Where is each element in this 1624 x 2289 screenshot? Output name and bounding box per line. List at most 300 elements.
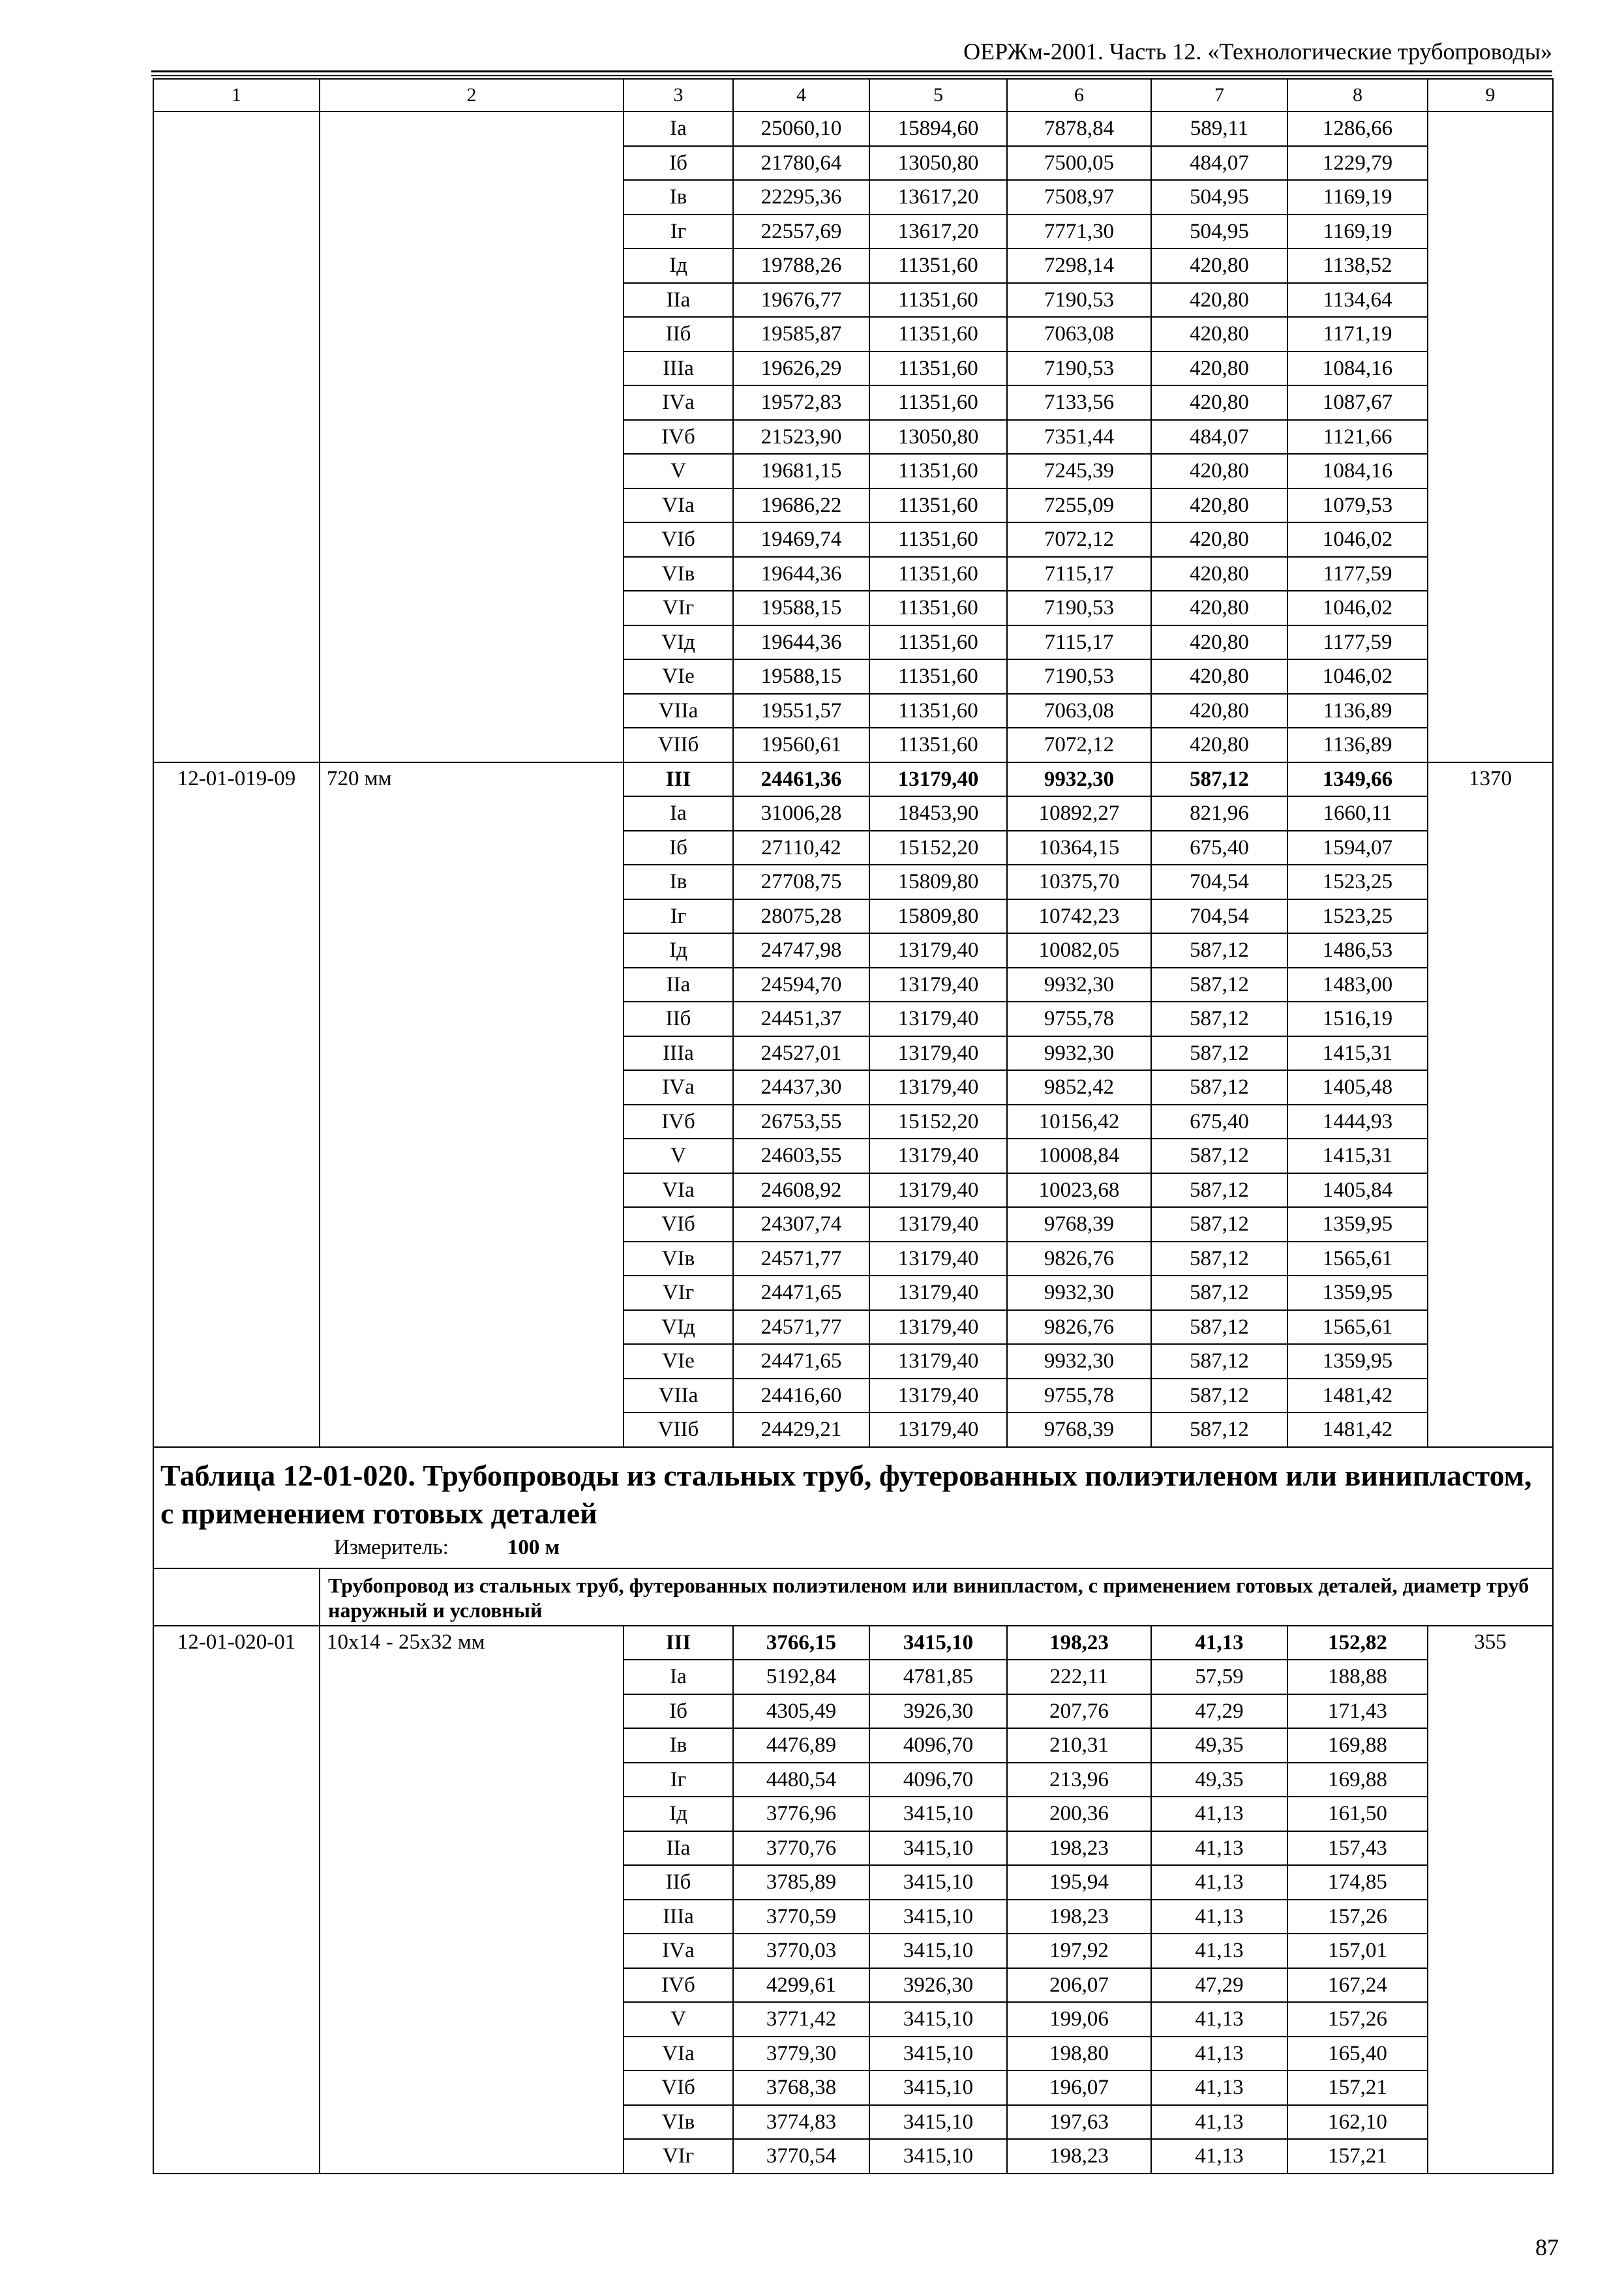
zone-cell: Iд <box>624 933 733 968</box>
value-cell: 1177,59 <box>1287 557 1428 591</box>
value-cell: 587,12 <box>1151 933 1287 968</box>
value-cell: 9755,78 <box>1007 1002 1151 1036</box>
column-number: 1 <box>153 79 320 112</box>
value-cell: 1594,07 <box>1287 831 1428 865</box>
value-cell: 7255,09 <box>1007 488 1151 523</box>
value-cell: 1660,11 <box>1287 796 1428 831</box>
value-cell: 198,80 <box>1007 2037 1151 2071</box>
value-cell: 420,80 <box>1151 694 1287 728</box>
value-cell: 1405,48 <box>1287 1070 1428 1105</box>
value-cell: 24471,65 <box>733 1344 869 1379</box>
zone-cell: Iа <box>624 1660 733 1694</box>
value-cell: 13179,40 <box>869 1310 1007 1345</box>
value-cell: 420,80 <box>1151 522 1287 557</box>
value-cell: 7115,17 <box>1007 557 1151 591</box>
value-cell: 9932,30 <box>1007 762 1151 797</box>
value-cell: 675,40 <box>1151 831 1287 865</box>
zone-cell: IIIа <box>624 1036 733 1071</box>
zone-cell: VIв <box>624 557 733 591</box>
value-cell: 1084,16 <box>1287 454 1428 488</box>
value-cell: 3770,59 <box>733 1900 869 1934</box>
column-number: 9 <box>1428 79 1553 112</box>
value-cell: 3415,10 <box>869 2002 1007 2037</box>
table-row <box>153 1626 1553 1660</box>
section-title-cell <box>153 1447 1553 1568</box>
value-cell: 11351,60 <box>869 522 1007 557</box>
value-cell: 15152,20 <box>869 1105 1007 1139</box>
value-cell: 22295,36 <box>733 180 869 215</box>
value-cell: 157,21 <box>1287 2139 1428 2174</box>
value-cell: 587,12 <box>1151 1379 1287 1413</box>
value-cell: 13179,40 <box>869 1139 1007 1173</box>
value-cell: 420,80 <box>1151 488 1287 523</box>
zone-cell: VIг <box>624 1276 733 1310</box>
value-cell: 11351,60 <box>869 625 1007 660</box>
value-cell: 19681,15 <box>733 454 869 488</box>
value-cell: 13179,40 <box>869 968 1007 1002</box>
value-cell: 24571,77 <box>733 1242 869 1276</box>
zone-cell: IIб <box>624 1865 733 1900</box>
value-cell: 41,13 <box>1151 1797 1287 1831</box>
value-cell: 587,12 <box>1151 968 1287 1002</box>
column-number: 8 <box>1287 79 1428 112</box>
zone-cell: VIIа <box>624 694 733 728</box>
value-cell: 7190,53 <box>1007 659 1151 694</box>
zone-cell: VIа <box>624 1173 733 1208</box>
zone-cell: IIб <box>624 1002 733 1036</box>
description-cell: Трубопровод из стальных труб, футерованных полиэтиленом или винипластом, с применением готовых деталей, диаметр труб наружный и условный <box>320 1568 1553 1626</box>
zone-cell: IIб <box>624 317 733 352</box>
value-cell: 587,12 <box>1151 1310 1287 1345</box>
meter-label: Измеритель: <box>334 1535 449 1559</box>
value-cell: 197,92 <box>1007 1934 1151 1968</box>
zone-cell: IVа <box>624 1934 733 1968</box>
value-cell: 10008,84 <box>1007 1139 1151 1173</box>
value-cell: 9826,76 <box>1007 1242 1151 1276</box>
value-cell: 13179,40 <box>869 1344 1007 1379</box>
value-cell: 587,12 <box>1151 1070 1287 1105</box>
value-cell: 3415,10 <box>869 1865 1007 1900</box>
value-cell: 1079,53 <box>1287 488 1428 523</box>
value-cell: 157,21 <box>1287 2071 1428 2105</box>
value-cell: 484,07 <box>1151 146 1287 181</box>
value-cell: 19626,29 <box>733 352 869 386</box>
value-cell: 41,13 <box>1151 2037 1287 2071</box>
value-cell: 5192,84 <box>733 1660 869 1694</box>
value-cell: 152,82 <box>1287 1626 1428 1660</box>
value-cell: 1565,61 <box>1287 1310 1428 1345</box>
value-cell: 199,06 <box>1007 2002 1151 2037</box>
value-cell: 1046,02 <box>1287 659 1428 694</box>
resource-name <box>320 112 624 762</box>
value-cell: 195,94 <box>1007 1865 1151 1900</box>
value-cell: 7063,08 <box>1007 694 1151 728</box>
zone-cell: IVа <box>624 385 733 420</box>
value-cell: 157,01 <box>1287 1934 1428 1968</box>
value-cell: 1486,53 <box>1287 933 1428 968</box>
value-cell: 162,10 <box>1287 2105 1428 2140</box>
value-cell: 3415,10 <box>869 2139 1007 2174</box>
value-cell: 1359,95 <box>1287 1207 1428 1242</box>
zone-cell: III <box>624 1626 733 1660</box>
value-cell: 11351,60 <box>869 728 1007 762</box>
value-cell: 7072,12 <box>1007 522 1151 557</box>
value-cell: 1169,19 <box>1287 215 1428 249</box>
value-cell: 24451,37 <box>733 1002 869 1036</box>
value-cell: 587,12 <box>1151 1344 1287 1379</box>
value-cell: 15809,80 <box>869 899 1007 934</box>
zone-cell: V <box>624 454 733 488</box>
value-cell: 27110,42 <box>733 831 869 865</box>
value-cell: 41,13 <box>1151 2105 1287 2140</box>
meter-unit: 100 м <box>507 1535 560 1559</box>
value-cell: 4480,54 <box>733 1763 869 1797</box>
value-cell: 420,80 <box>1151 385 1287 420</box>
table-row <box>153 762 1553 797</box>
resource-name: 10х14 - 25х32 мм <box>320 1626 624 2174</box>
zone-cell: Iа <box>624 112 733 146</box>
zone-cell: Iб <box>624 1694 733 1729</box>
value-cell: 11351,60 <box>869 385 1007 420</box>
value-cell: 7072,12 <box>1007 728 1151 762</box>
value-cell: 7500,05 <box>1007 146 1151 181</box>
value-cell: 24429,21 <box>733 1413 869 1447</box>
value-cell: 21523,90 <box>733 420 869 455</box>
value-cell: 821,96 <box>1151 796 1287 831</box>
value-cell: 9932,30 <box>1007 1036 1151 1071</box>
value-cell: 198,23 <box>1007 2139 1151 2174</box>
value-cell: 9755,78 <box>1007 1379 1151 1413</box>
value-cell: 3779,30 <box>733 2037 869 2071</box>
value-cell: 13179,40 <box>869 1242 1007 1276</box>
description-blank-cell <box>153 1568 320 1626</box>
value-cell: 1136,89 <box>1287 694 1428 728</box>
zone-cell: VIг <box>624 591 733 625</box>
value-cell: 19572,83 <box>733 385 869 420</box>
value-cell: 198,23 <box>1007 1831 1151 1866</box>
value-cell: 198,23 <box>1007 1626 1151 1660</box>
value-cell: 3415,10 <box>869 2071 1007 2105</box>
value-cell: 7298,14 <box>1007 248 1151 283</box>
value-cell: 1169,19 <box>1287 180 1428 215</box>
value-cell: 11351,60 <box>869 352 1007 386</box>
value-cell: 19551,57 <box>733 694 869 728</box>
header-rule-secondary <box>151 75 1552 76</box>
value-cell: 587,12 <box>1151 1413 1287 1447</box>
value-cell: 47,29 <box>1151 1694 1287 1729</box>
value-cell: 587,12 <box>1151 1207 1287 1242</box>
value-cell: 3770,03 <box>733 1934 869 1968</box>
value-cell: 13179,40 <box>869 1036 1007 1071</box>
value-cell: 1229,79 <box>1287 146 1428 181</box>
zone-cell: Iг <box>624 215 733 249</box>
value-cell: 28075,28 <box>733 899 869 934</box>
value-cell: 41,13 <box>1151 2071 1287 2105</box>
column-number: 4 <box>733 79 869 112</box>
description-row <box>153 1568 1553 1626</box>
value-cell: 11351,60 <box>869 248 1007 283</box>
value-cell: 7190,53 <box>1007 591 1151 625</box>
zone-cell: VIе <box>624 1344 733 1379</box>
value-cell: 3415,10 <box>869 1831 1007 1866</box>
value-cell: 587,12 <box>1151 1036 1287 1071</box>
value-cell: 24608,92 <box>733 1173 869 1208</box>
zone-cell: VIд <box>624 625 733 660</box>
value-cell: 4299,61 <box>733 1968 869 2003</box>
value-cell: 3776,96 <box>733 1797 869 1831</box>
value-cell: 13050,80 <box>869 420 1007 455</box>
value-cell: 41,13 <box>1151 1831 1287 1866</box>
value-cell: 1177,59 <box>1287 625 1428 660</box>
column-number: 2 <box>320 79 624 112</box>
zone-cell: Iд <box>624 248 733 283</box>
value-cell: 3785,89 <box>733 1865 869 1900</box>
value-cell: 3415,10 <box>869 2037 1007 2071</box>
value-cell: 19585,87 <box>733 317 869 352</box>
value-cell: 169,88 <box>1287 1728 1428 1763</box>
value-cell: 24571,77 <box>733 1310 869 1345</box>
value-cell: 420,80 <box>1151 591 1287 625</box>
column-number: 5 <box>869 79 1007 112</box>
meter-line <box>334 1533 1546 1563</box>
value-cell: 1171,19 <box>1287 317 1428 352</box>
zone-cell: Iд <box>624 1797 733 1831</box>
value-cell: 9932,30 <box>1007 968 1151 1002</box>
value-cell: 210,31 <box>1007 1728 1151 1763</box>
value-cell: 4781,85 <box>869 1660 1007 1694</box>
zone-cell: VIб <box>624 1207 733 1242</box>
value-cell: 1481,42 <box>1287 1379 1428 1413</box>
value-cell: 165,40 <box>1287 2037 1428 2071</box>
value-cell: 19469,74 <box>733 522 869 557</box>
value-cell: 420,80 <box>1151 625 1287 660</box>
zone-cell: IVб <box>624 420 733 455</box>
value-cell: 21780,64 <box>733 146 869 181</box>
value-cell: 19644,36 <box>733 557 869 591</box>
value-cell: 7245,39 <box>1007 454 1151 488</box>
value-cell: 7190,53 <box>1007 352 1151 386</box>
zone-cell: V <box>624 1139 733 1173</box>
value-cell: 1565,61 <box>1287 1242 1428 1276</box>
value-cell: 13179,40 <box>869 1413 1007 1447</box>
value-cell: 4096,70 <box>869 1728 1007 1763</box>
value-cell: 587,12 <box>1151 1139 1287 1173</box>
value-cell: 13179,40 <box>869 1070 1007 1105</box>
zone-cell: Iг <box>624 899 733 934</box>
value-cell: 11351,60 <box>869 454 1007 488</box>
value-cell: 19676,77 <box>733 283 869 318</box>
column-number-row <box>153 79 1553 112</box>
value-cell: 15894,60 <box>869 112 1007 146</box>
value-cell: 9932,30 <box>1007 1276 1151 1310</box>
column-number: 3 <box>624 79 733 112</box>
value-cell: 24461,36 <box>733 762 869 797</box>
column9-cell: 355 <box>1428 1626 1553 2174</box>
value-cell: 7115,17 <box>1007 625 1151 660</box>
value-cell: 1046,02 <box>1287 591 1428 625</box>
zone-cell: Iг <box>624 1763 733 1797</box>
value-cell: 9826,76 <box>1007 1310 1151 1345</box>
value-cell: 3926,30 <box>869 1694 1007 1729</box>
zone-cell: Iб <box>624 831 733 865</box>
value-cell: 24471,65 <box>733 1276 869 1310</box>
zone-cell: VIв <box>624 2105 733 2140</box>
value-cell: 4096,70 <box>869 1763 1007 1797</box>
value-cell: 196,07 <box>1007 2071 1151 2105</box>
value-cell: 171,43 <box>1287 1694 1428 1729</box>
value-cell: 11351,60 <box>869 694 1007 728</box>
zone-cell: VIб <box>624 2071 733 2105</box>
value-cell: 207,76 <box>1007 1694 1151 1729</box>
value-cell: 41,13 <box>1151 1900 1287 1934</box>
value-cell: 420,80 <box>1151 454 1287 488</box>
resource-code: 12-01-020-01 <box>153 1626 320 2174</box>
value-cell: 1359,95 <box>1287 1276 1428 1310</box>
value-cell: 198,23 <box>1007 1900 1151 1934</box>
value-cell: 49,35 <box>1151 1728 1287 1763</box>
value-cell: 587,12 <box>1151 762 1287 797</box>
resource-code <box>153 112 320 762</box>
value-cell: 7508,97 <box>1007 180 1151 215</box>
value-cell: 10082,05 <box>1007 933 1151 968</box>
value-cell: 420,80 <box>1151 728 1287 762</box>
value-cell: 587,12 <box>1151 1173 1287 1208</box>
value-cell: 3770,54 <box>733 2139 869 2174</box>
resource-name: 720 мм <box>320 762 624 1447</box>
value-cell: 161,50 <box>1287 1797 1428 1831</box>
value-cell: 169,88 <box>1287 1763 1428 1797</box>
zone-cell: III <box>624 762 733 797</box>
value-cell: 504,95 <box>1151 215 1287 249</box>
value-cell: 484,07 <box>1151 420 1287 455</box>
value-cell: 157,26 <box>1287 2002 1428 2037</box>
value-cell: 1405,84 <box>1287 1173 1428 1208</box>
value-cell: 41,13 <box>1151 1626 1287 1660</box>
value-cell: 213,96 <box>1007 1763 1151 1797</box>
value-cell: 19686,22 <box>733 488 869 523</box>
value-cell: 24747,98 <box>733 933 869 968</box>
value-cell: 25060,10 <box>733 112 869 146</box>
value-cell: 3415,10 <box>869 1900 1007 1934</box>
value-cell: 41,13 <box>1151 2139 1287 2174</box>
value-cell: 10892,27 <box>1007 796 1151 831</box>
zone-cell: V <box>624 2002 733 2037</box>
value-cell: 7771,30 <box>1007 215 1151 249</box>
value-cell: 587,12 <box>1151 1242 1287 1276</box>
zone-cell: VIг <box>624 2139 733 2174</box>
value-cell: 19644,36 <box>733 625 869 660</box>
value-cell: 167,24 <box>1287 1968 1428 2003</box>
value-cell: 1046,02 <box>1287 522 1428 557</box>
table-body <box>153 79 1553 2174</box>
value-cell: 13179,40 <box>869 933 1007 968</box>
value-cell: 11351,60 <box>869 591 1007 625</box>
section-title: Таблица 12-01-020. Трубопроводы из стальных труб, футерованных полиэтиленом или винипластом, с применением готовых деталей <box>160 1458 1532 1530</box>
zone-cell: IIIа <box>624 352 733 386</box>
value-cell: 26753,55 <box>733 1105 869 1139</box>
value-cell: 49,35 <box>1151 1763 1287 1797</box>
value-cell: 1359,95 <box>1287 1344 1428 1379</box>
zone-cell: VIа <box>624 488 733 523</box>
value-cell: 587,12 <box>1151 1002 1287 1036</box>
zone-cell: VIе <box>624 659 733 694</box>
zone-cell: VIIб <box>624 1413 733 1447</box>
value-cell: 3768,38 <box>733 2071 869 2105</box>
value-cell: 11351,60 <box>869 283 1007 318</box>
value-cell: 13617,20 <box>869 180 1007 215</box>
running-header: ОЕРЖм-2001. Часть 12. «Технологические трубопроводы» <box>963 38 1552 65</box>
value-cell: 22557,69 <box>733 215 869 249</box>
value-cell: 24416,60 <box>733 1379 869 1413</box>
value-cell: 420,80 <box>1151 659 1287 694</box>
zone-cell: VIд <box>624 1310 733 1345</box>
value-cell: 10742,23 <box>1007 899 1151 934</box>
value-cell: 1136,89 <box>1287 728 1428 762</box>
zone-cell: VIIб <box>624 728 733 762</box>
value-cell: 7133,56 <box>1007 385 1151 420</box>
resource-code: 12-01-019-09 <box>153 762 320 1447</box>
value-cell: 13179,40 <box>869 1379 1007 1413</box>
column-number: 7 <box>1151 79 1287 112</box>
column-number: 6 <box>1007 79 1151 112</box>
value-cell: 1523,25 <box>1287 899 1428 934</box>
value-cell: 19788,26 <box>733 248 869 283</box>
value-cell: 1415,31 <box>1287 1036 1428 1071</box>
value-cell: 11351,60 <box>869 659 1007 694</box>
value-cell: 174,85 <box>1287 1865 1428 1900</box>
value-cell: 41,13 <box>1151 2002 1287 2037</box>
value-cell: 1121,66 <box>1287 420 1428 455</box>
value-cell: 11351,60 <box>869 488 1007 523</box>
value-cell: 1415,31 <box>1287 1139 1428 1173</box>
zone-cell: Iв <box>624 1728 733 1763</box>
zone-cell: IIа <box>624 968 733 1002</box>
value-cell: 9768,39 <box>1007 1413 1151 1447</box>
value-cell: 41,13 <box>1151 1865 1287 1900</box>
value-cell: 9852,42 <box>1007 1070 1151 1105</box>
value-cell: 3766,15 <box>733 1626 869 1660</box>
value-cell: 19560,61 <box>733 728 869 762</box>
value-cell: 13179,40 <box>869 1276 1007 1310</box>
column9-cell: 1370 <box>1428 762 1553 1447</box>
value-cell: 3415,10 <box>869 1934 1007 1968</box>
value-cell: 1444,93 <box>1287 1105 1428 1139</box>
value-cell: 10156,42 <box>1007 1105 1151 1139</box>
zone-cell: Iб <box>624 146 733 181</box>
value-cell: 13179,40 <box>869 762 1007 797</box>
zone-cell: IVа <box>624 1070 733 1105</box>
value-cell: 24307,74 <box>733 1207 869 1242</box>
value-cell: 13050,80 <box>869 146 1007 181</box>
value-cell: 24437,30 <box>733 1070 869 1105</box>
value-cell: 704,54 <box>1151 899 1287 934</box>
value-cell: 11351,60 <box>869 557 1007 591</box>
value-cell: 11351,60 <box>869 317 1007 352</box>
value-cell: 19588,15 <box>733 659 869 694</box>
value-cell: 1134,64 <box>1287 283 1428 318</box>
value-cell: 188,88 <box>1287 1660 1428 1694</box>
value-cell: 27708,75 <box>733 865 869 899</box>
value-cell: 13179,40 <box>869 1207 1007 1242</box>
value-cell: 9932,30 <box>1007 1344 1151 1379</box>
value-cell: 3926,30 <box>869 1968 1007 2003</box>
value-cell: 10023,68 <box>1007 1173 1151 1208</box>
value-cell: 24527,01 <box>733 1036 869 1071</box>
value-cell: 420,80 <box>1151 283 1287 318</box>
value-cell: 1087,67 <box>1287 385 1428 420</box>
value-cell: 3415,10 <box>869 1626 1007 1660</box>
value-cell: 3774,83 <box>733 2105 869 2140</box>
